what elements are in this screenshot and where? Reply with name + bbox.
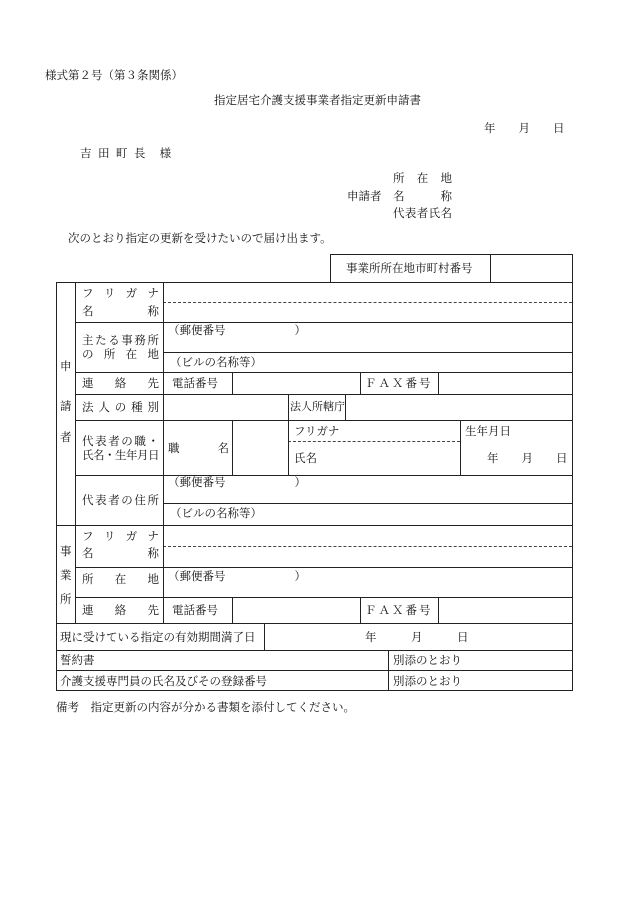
- representative-postal-code: （郵便番号 ）: [168, 475, 306, 489]
- position-label: 職 名: [168, 441, 229, 455]
- applicant-representative-label: 代表者氏名: [393, 206, 452, 220]
- representative-building-name: （ビルの名称等）: [170, 506, 262, 520]
- applicant-name-field: [164, 303, 571, 321]
- grid-line: [360, 372, 361, 394]
- municipality-code-label: 事業所所在地市町村番号: [346, 261, 473, 275]
- applicant-address-label: 所 在 地: [393, 171, 452, 185]
- grid-line: [264, 623, 265, 650]
- intro-text: 次のとおり指定の更新を受けたいので届け出ます。: [68, 231, 332, 245]
- grid-line: [75, 420, 572, 421]
- representative-label-line1: 代表者の職・: [82, 434, 159, 448]
- grid-line-dashed: [288, 441, 460, 442]
- office-section-char: 所: [60, 592, 72, 606]
- municipality-code-value: [491, 255, 571, 281]
- remarks-note: 備考 指定更新の内容が分かる書類を添付してください。: [56, 700, 355, 714]
- applicant-fax-field: [439, 373, 571, 393]
- applicant-name-label: 名 称: [393, 189, 452, 203]
- office-fax-field: [439, 598, 571, 622]
- applicant-section-char: 請: [60, 399, 72, 413]
- office-name-field: [164, 547, 571, 566]
- grid-line: [388, 650, 389, 690]
- position-field: [233, 421, 287, 474]
- office-section-char: 業: [60, 568, 72, 582]
- office-contact-label: 連 絡 先: [82, 603, 159, 617]
- office-section-char: 事: [60, 544, 72, 558]
- representative-label-line2: 氏名・生年月日: [82, 448, 159, 462]
- applicant-label: 申請者: [347, 189, 382, 203]
- representative-furigana-label: フリガナ: [294, 424, 340, 438]
- applicant-section-char: 申: [60, 359, 72, 373]
- main-office-label-line1: 主たる事務所: [82, 333, 159, 347]
- office-address-label: 所 在 地: [82, 572, 159, 586]
- applicant-furigana-field: [164, 283, 571, 301]
- office-phone-field: [233, 598, 359, 622]
- grid-line: [56, 623, 572, 624]
- submission-date: 年 月 日: [484, 121, 565, 135]
- office-furigana-label: フ リ ガ ナ: [82, 529, 159, 543]
- applicant-phone-field: [233, 373, 359, 393]
- supervising-authority-label: 法人所轄庁: [290, 400, 345, 413]
- pledge-label: 誓約書: [60, 653, 95, 667]
- birthdate-label: 生年月日: [465, 424, 511, 438]
- applicant-fax-label: ＦＡＸ番号: [365, 376, 433, 390]
- office-phone-label: 電話番号: [172, 603, 218, 617]
- applicant-contact-label: 連 絡 先: [82, 376, 159, 390]
- main-office-building-name: （ビルの名称等）: [170, 355, 262, 369]
- grid-line: [75, 567, 572, 568]
- applicant-name-label: 名 称: [82, 304, 159, 318]
- care-managers-label: 介護支援専門員の氏名及びその登録番号: [60, 674, 267, 688]
- applicant-section-char: 者: [60, 430, 72, 444]
- main-office-label-line2: の 所 在 地: [82, 347, 159, 361]
- expiration-date-value: 年 月 日: [365, 630, 469, 644]
- representative-address-label: 代表者の住所: [82, 493, 159, 507]
- grid-line: [163, 503, 572, 504]
- grid-line: [163, 282, 164, 623]
- corporation-type-label: 法 人 の 種 別: [82, 400, 159, 414]
- applicant-phone-label: 電話番号: [172, 376, 218, 390]
- grid-line: [360, 597, 361, 623]
- expiration-date-label: 現に受けている指定の有効期間満了日: [60, 630, 256, 644]
- grid-line: [56, 670, 572, 671]
- office-furigana-field: [164, 526, 571, 545]
- office-fax-label: ＦＡＸ番号: [365, 603, 433, 617]
- pledge-value: 別添のとおり: [393, 653, 462, 667]
- addressee: 吉 田 町 長 様: [80, 146, 173, 160]
- office-name-label: 名 称: [82, 546, 159, 560]
- birthdate-value: 年 月 日: [487, 451, 568, 465]
- office-postal-code: （郵便番号 ）: [168, 569, 306, 583]
- applicant-furigana-label: フ リ ガ ナ: [82, 286, 159, 300]
- grid-line: [75, 475, 572, 476]
- main-office-postal-code: （郵便番号 ）: [168, 323, 306, 337]
- grid-line: [56, 650, 572, 651]
- grid-line: [163, 352, 572, 353]
- grid-line: [288, 394, 289, 475]
- care-managers-value: 別添のとおり: [393, 674, 462, 688]
- form-number: 様式第２号（第３条関係）: [45, 68, 183, 82]
- corporation-type-field: [164, 395, 287, 419]
- representative-name-label: 氏名: [294, 451, 317, 465]
- grid-line: [75, 282, 76, 623]
- supervising-authority-field: [346, 395, 571, 419]
- grid-line: [460, 420, 461, 475]
- document-title: 指定居宅介護支援事業者指定更新申請書: [214, 93, 421, 107]
- grid-line: [75, 322, 572, 323]
